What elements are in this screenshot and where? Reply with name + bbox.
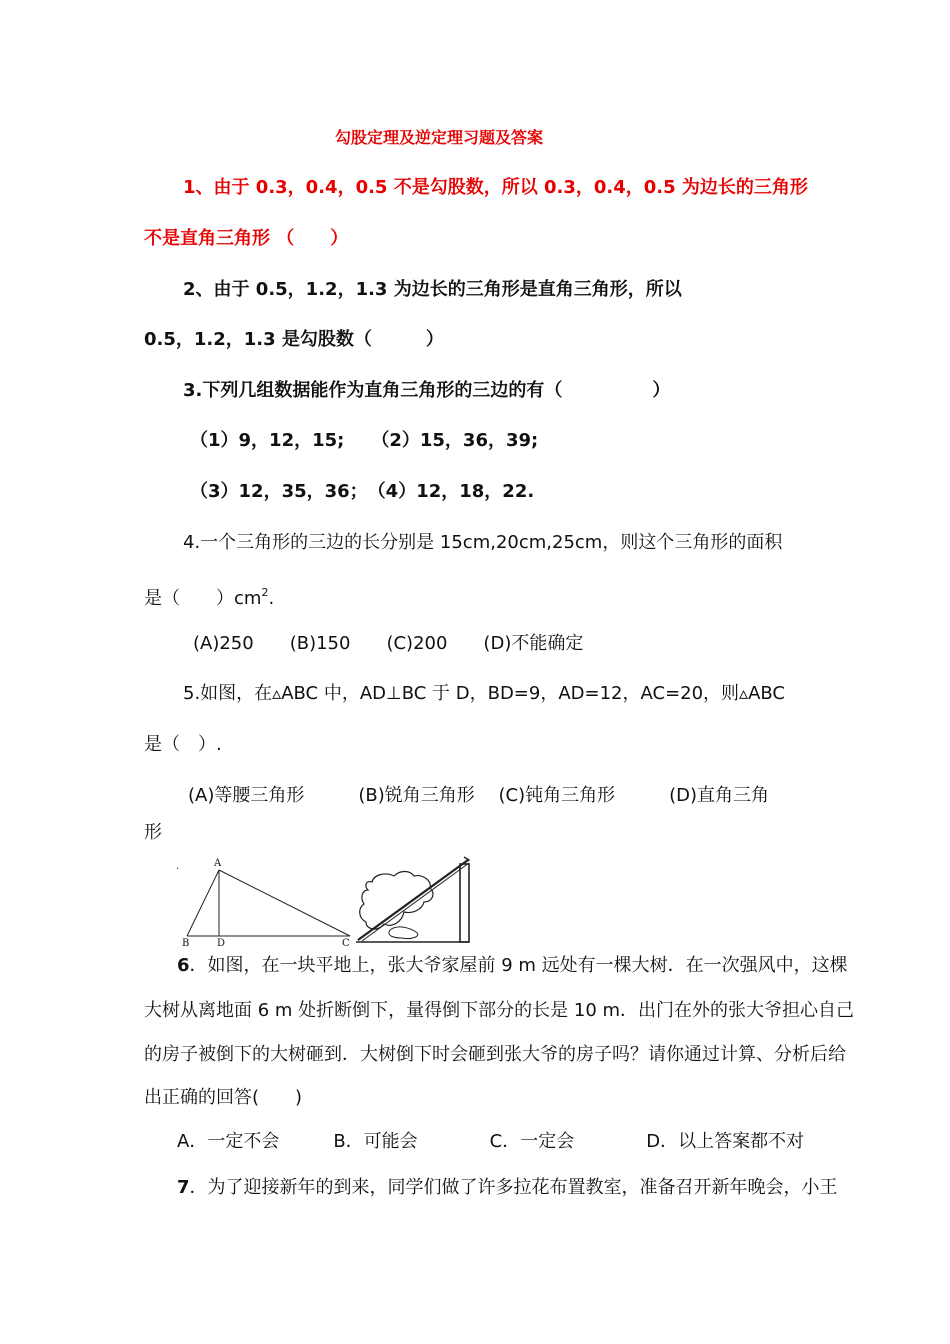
q1-line2: 不是直角三角形 （ ） xyxy=(144,228,349,249)
page-title: 勾股定理及逆定理习题及答案 xyxy=(335,128,544,147)
q5-line1: 5.如图，在▵ABC 中，AD⊥BC 于 D，BD=9，AD=12，AC=20，则▵ABC xyxy=(183,683,786,704)
q5-options: (A)等腰三角形 (B)锐角三角形 (C)钝角三角形 (D)直角三角 xyxy=(188,785,769,806)
label-d: D xyxy=(217,938,226,948)
q4-line2-end: . xyxy=(268,588,275,609)
q6-line3: 的房子被倒下的大树砸到．大树倒下时会砸到张大爷的房子吗？请你通过计算、分析后给 xyxy=(144,1044,846,1065)
wall xyxy=(460,864,469,942)
label-c: C xyxy=(342,938,350,948)
trunk-edge xyxy=(362,863,469,941)
q1-line1: 1、由于 0.3，0.4，0.5 不是勾股数，所以 0.3，0.4，0.5 为边长的三角形 xyxy=(183,177,808,198)
q6-line1 xyxy=(177,955,848,977)
q5-line2: 是（ ）. xyxy=(144,734,222,755)
q4-line1: 4.一个三角形的三边的长分别是 15cm,20cm,25cm，则这个三角形的面积 xyxy=(183,532,783,553)
q2-line2: 0.5，1.2，1.3 是勾股数（ ） xyxy=(144,329,444,350)
q7-line1-text: ．为了迎接新年的到来，同学们做了许多拉花布置教室，准备召开新年晚会，小王 xyxy=(189,1177,838,1198)
fallen-trunk xyxy=(358,860,468,940)
q4-line2-text: 是（ ）cm xyxy=(144,588,262,609)
tree-crown xyxy=(360,872,433,930)
segment-ab xyxy=(187,870,219,936)
q4-line2 xyxy=(144,582,274,610)
q6-line2: 大树从离地面 6 m 处折断倒下，量得倒下部分的长是 10 m．出门在外的张大爷担心自己 xyxy=(144,1000,855,1021)
segment-ac xyxy=(219,870,350,936)
q2-line1: 2、由于 0.5，1.2，1.3 为边长的三角形是直角三角形，所以 xyxy=(183,279,682,300)
tree-figure xyxy=(352,852,478,946)
figure-dot: . xyxy=(176,861,180,872)
q5-options-wrap: 形 xyxy=(144,822,162,843)
tree-foliage xyxy=(389,927,418,939)
q6-line4: 出正确的回答( ) xyxy=(144,1087,303,1108)
label-b: B xyxy=(182,938,190,948)
triangle-figure xyxy=(170,852,370,948)
q7-number: 7 xyxy=(177,1177,190,1198)
q4-options: (A)250 (B)150 (C)200 (D)不能确定 xyxy=(193,633,584,654)
q7-line1 xyxy=(177,1177,838,1199)
q6-options: A．一定不会 B．可能会 C．一定会 D．以上答案都不对 xyxy=(177,1131,805,1152)
q6-number: 6 xyxy=(177,955,190,976)
q6-line1-text: ．如图，在一块平地上，张大爷家屋前 9 m 远处有一棵大树．在一次强风中，这棵 xyxy=(189,955,848,976)
label-a: A xyxy=(214,858,222,869)
q3-stem: 3.下列几组数据能作为直角三角形的三边的有（ ） xyxy=(183,380,671,401)
q3-row1: （1）9，12，15; （2）15，36，39; xyxy=(190,430,539,451)
q4-superscript: 2 xyxy=(261,586,269,599)
q3-row2: （3）12，35，36； （4）12，18，22. xyxy=(190,481,535,502)
